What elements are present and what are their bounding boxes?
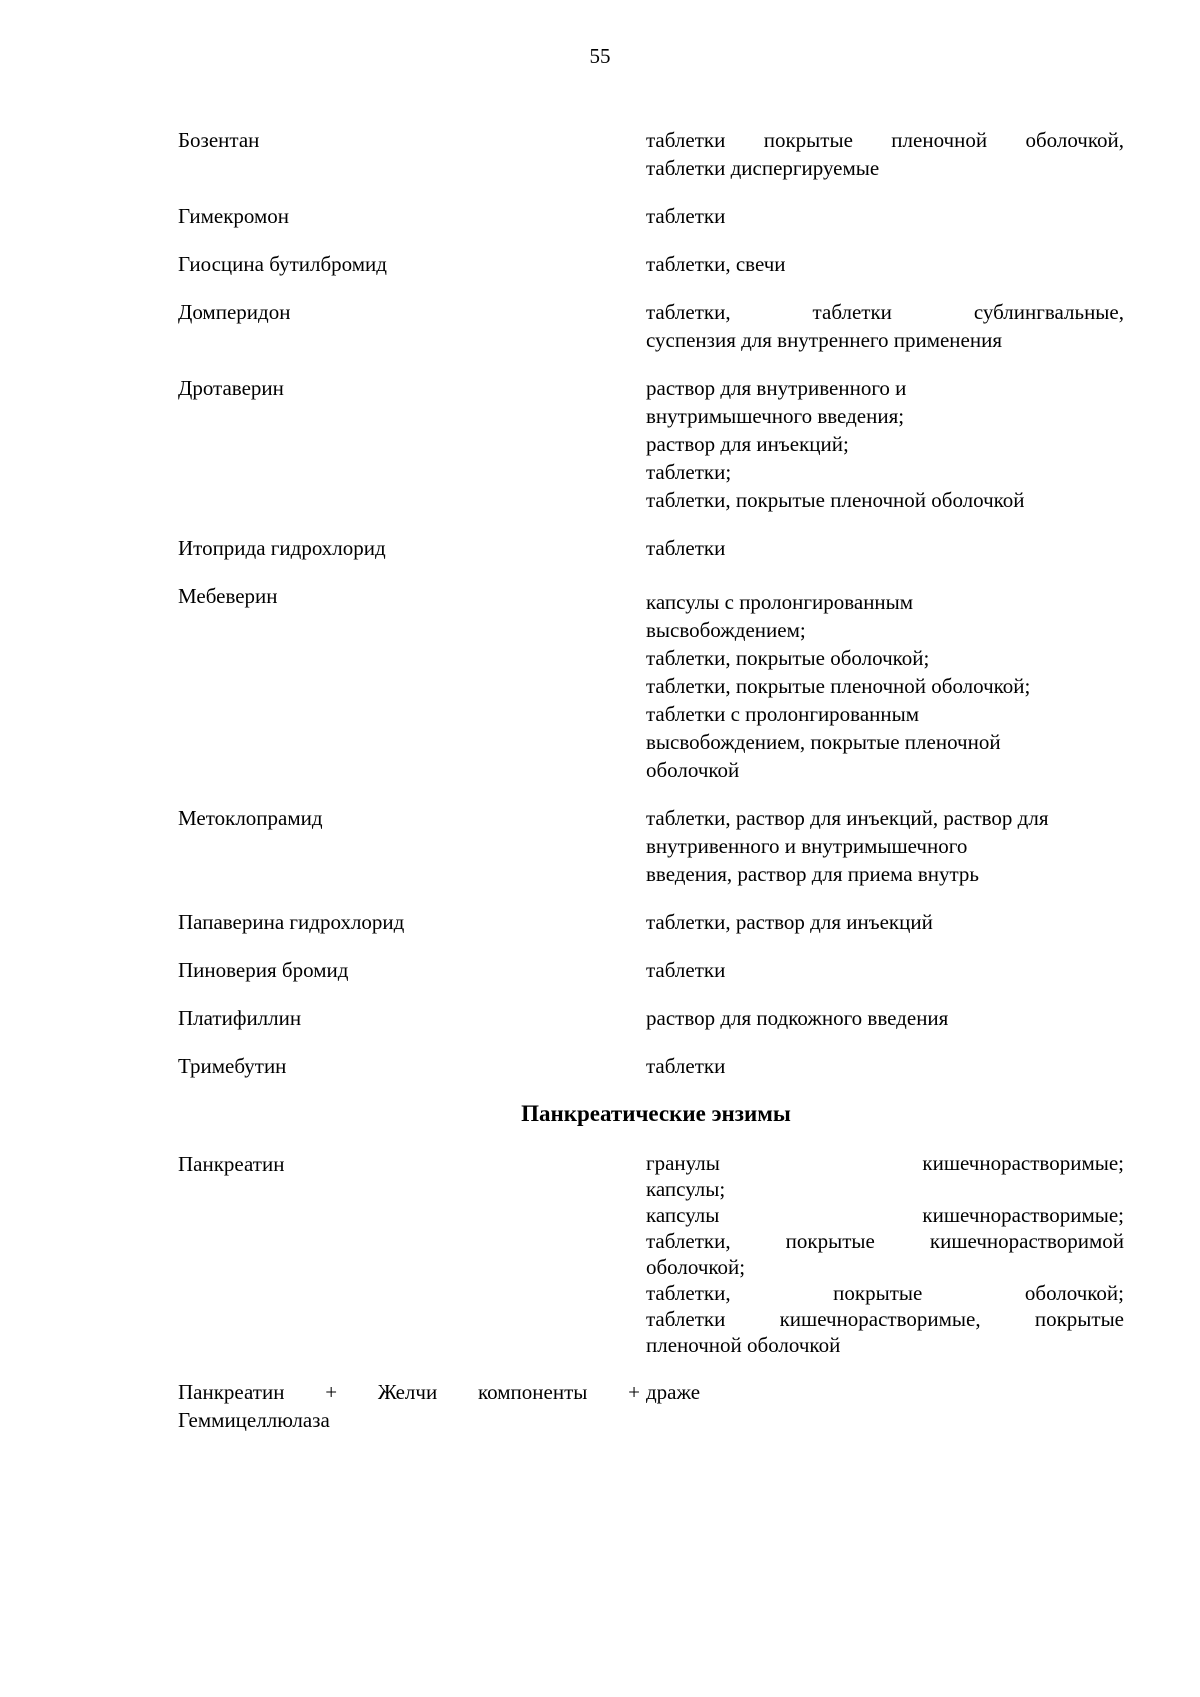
dosage-form-line: капсулы с пролонгированным [646,590,914,614]
dosage-form-line: таблетки [646,204,726,228]
dosage-form-line: капсулы кишечнорастворимые; [646,1203,1124,1227]
dosage-forms [646,1052,1124,1080]
drug-name: Бозентан [178,128,260,152]
dosage-form-line: таблетки, покрытые пленочной оболочкой [646,488,1025,512]
dosage-forms [646,298,1124,354]
dosage-forms [646,534,1124,562]
dosage-forms [646,804,1124,888]
dosage-form-line: таблетки [646,1054,726,1078]
drug-name: Пиноверия бромид [178,958,349,982]
drug-entry [178,534,1126,562]
drug-entry [178,374,1126,514]
drug-list-before [178,126,1126,1080]
dosage-form-line: таблетки, свечи [646,252,786,276]
dosage-form-line: таблетки, таблетки сублингвальные, [646,300,1124,324]
dosage-form-line: раствор для внутривенного и [646,376,907,400]
dosage-form-line: таблетки кишечнорастворимые, покрытые [646,1307,1124,1331]
dosage-forms [646,1378,1124,1434]
dosage-form-line: раствор для подкожного введения [646,1006,949,1030]
drug-name: Гимекромон [178,204,290,228]
dosage-form-line: высвобождением; [646,618,806,642]
dosage-form-line: высвобождением, покрытые пленочной [646,730,1001,754]
drug-entry [178,1052,1126,1080]
dosage-form-line: капсулы; [646,1177,726,1201]
dosage-form-line: внутримышечного введения; [646,404,905,428]
dosage-forms [646,202,1124,230]
dosage-form-line: введения, раствор для приема внутрь [646,862,979,886]
drug-entry [178,1378,1126,1434]
dosage-form-line: таблетки [646,536,726,560]
dosage-form-line: таблетки, раствор для инъекций [646,910,933,934]
drug-entry [178,202,1126,230]
drug-name: Метоклопрамид [178,806,323,830]
dosage-form-line: таблетки [646,958,726,982]
drug-entry [178,582,1126,784]
drug-entry [178,908,1126,936]
drug-entry [178,1150,1126,1358]
dosage-forms [646,908,1124,936]
drug-name: Платифиллин [178,1006,302,1030]
drug-entry [178,126,1126,182]
drug-entry [178,956,1126,984]
page-number: 55 [589,44,611,68]
drug-list [178,126,1126,1454]
dosage-form-line: внутривенного и внутримышечного [646,834,968,858]
drug-name: Папаверина гидрохлорид [178,910,405,934]
dosage-forms [646,1004,1124,1032]
drug-list-after [178,1150,1126,1434]
drug-name: Панкреатин [178,1152,285,1176]
dosage-form-line: таблетки с пролонгированным [646,702,920,726]
dosage-form-line: таблетки, покрытые оболочкой; [646,1281,1124,1305]
drug-name: Мебеверин [178,584,278,608]
dosage-form-line: раствор для инъекций; [646,432,849,456]
dosage-forms [646,126,1124,182]
dosage-forms [646,374,1124,514]
dosage-forms [646,582,1124,784]
dosage-form-line: таблетки, покрытые кишечнорастворимой [646,1229,1124,1253]
drug-entry [178,250,1126,278]
dosage-form-line: суспензия для внутреннего применения [646,328,1003,352]
drug-name: Гиосцина бутилбромид [178,252,387,276]
dosage-forms [646,1150,1124,1358]
dosage-form-line: пленочной оболочкой [646,1333,841,1357]
dosage-forms [646,956,1124,984]
dosage-form-line: таблетки диспергируемые [646,156,880,180]
drug-entry [178,1004,1126,1032]
drug-name: Дротаверин [178,376,284,400]
drug-name: Домперидон [178,300,291,324]
drug-name: Панкреатин + Желчи компоненты + Геммицеллюлаза [178,1380,640,1432]
dosage-forms [646,250,1124,278]
dosage-form-line: гранулы кишечнорастворимые; [646,1151,1124,1175]
dosage-form-line: таблетки, раствор для инъекций, раствор для [646,806,1049,830]
dosage-form-line: оболочкой; [646,1255,746,1279]
dosage-form-line: драже [646,1380,701,1404]
dosage-form-line: таблетки, покрытые пленочной оболочкой; [646,674,1031,698]
drug-name: Тримебутин [178,1054,287,1078]
drug-entry [178,298,1126,354]
dosage-form-line: оболочкой [646,758,740,782]
dosage-form-line: таблетки, покрытые оболочкой; [646,646,930,670]
drug-entry [178,804,1126,888]
section-heading: Панкреатические энзимы [521,1101,791,1126]
drug-name: Итоприда гидрохлорид [178,536,386,560]
dosage-form-line: таблетки; [646,460,732,484]
dosage-form-line: таблетки покрытые пленочной оболочкой, [646,128,1124,152]
